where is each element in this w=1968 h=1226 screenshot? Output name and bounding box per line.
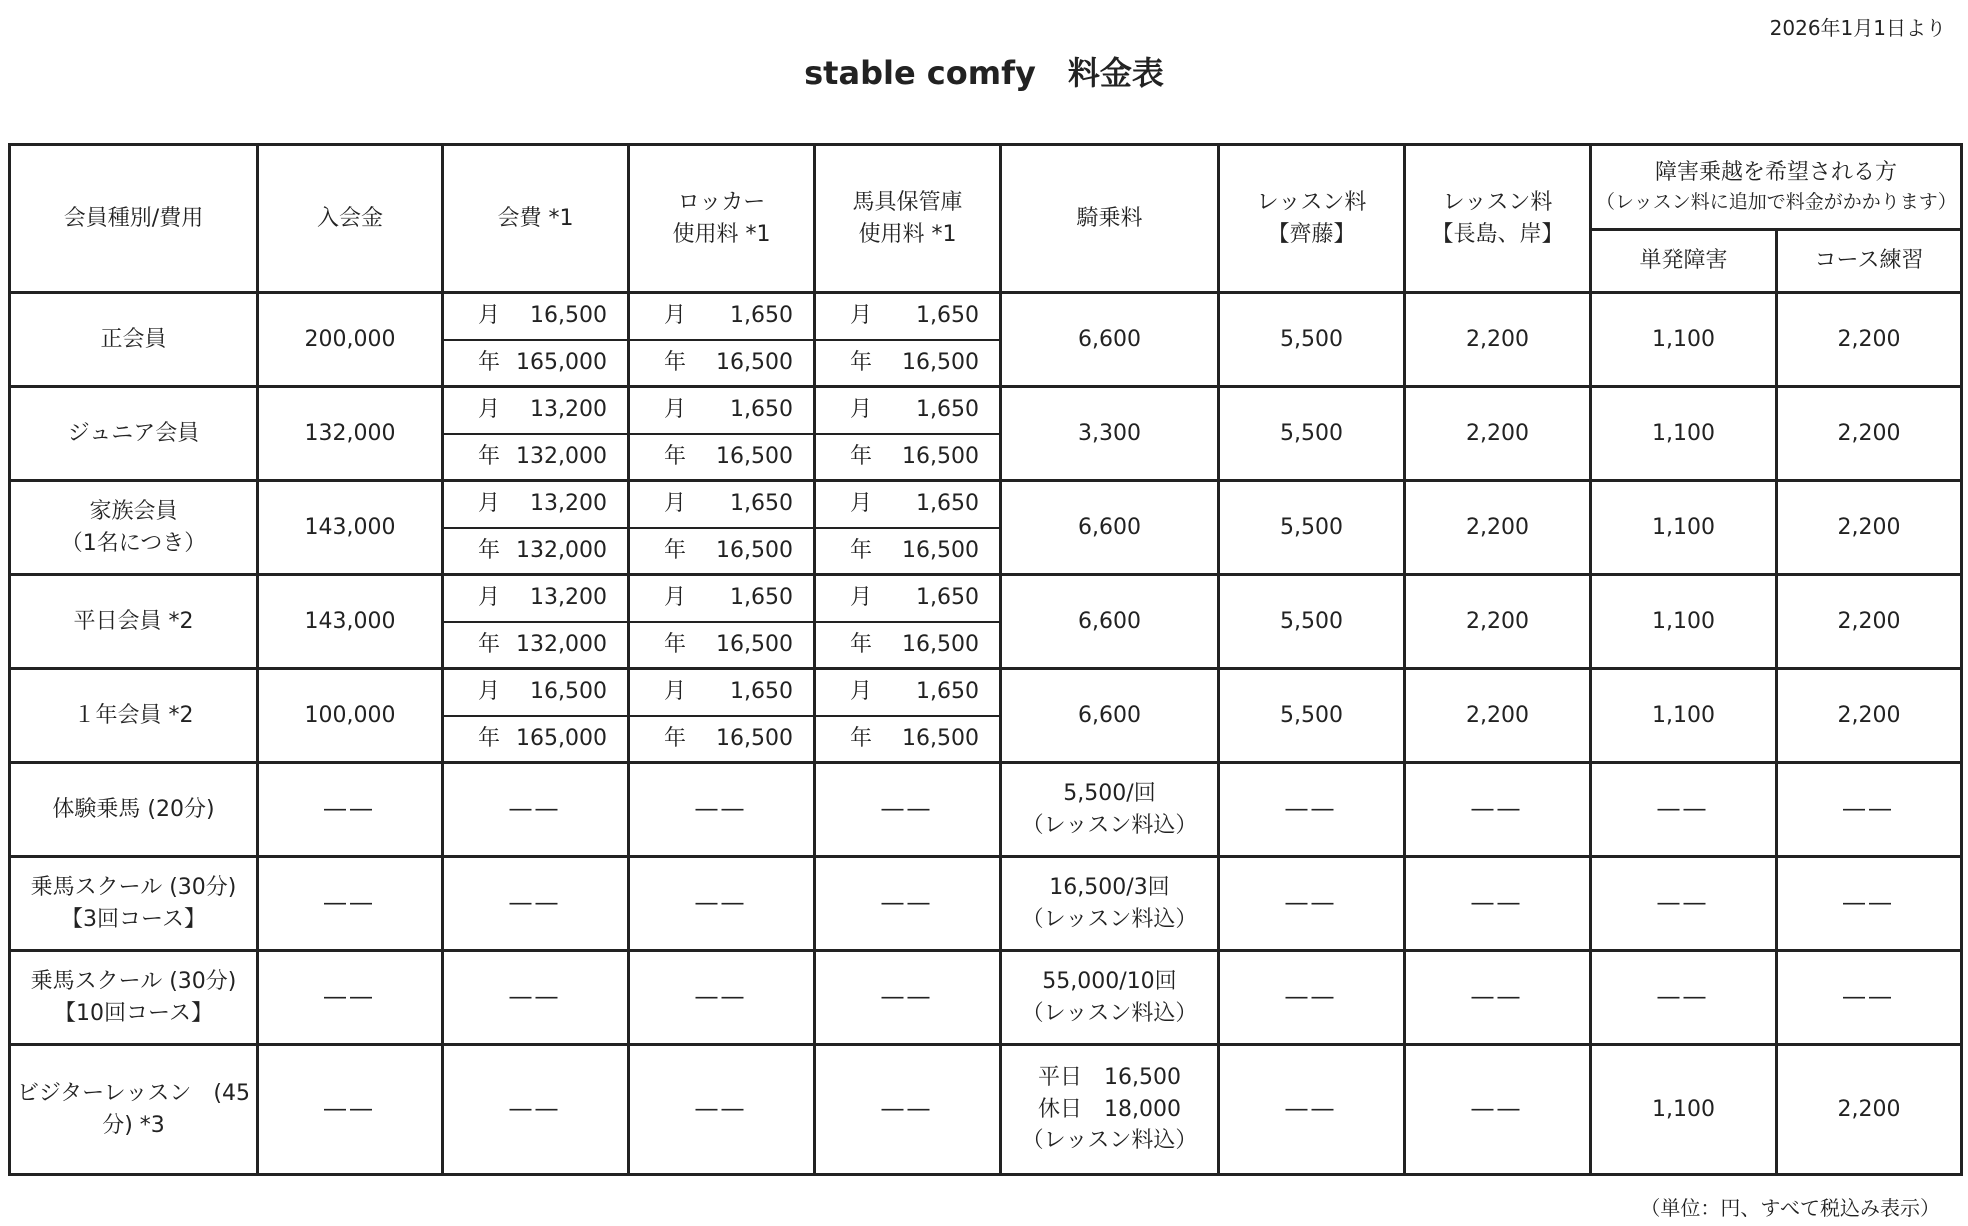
member-tack-month-period-label: 月 — [850, 585, 873, 611]
member-lesson-a: 5,500 — [1219, 387, 1405, 481]
program-tack: ―― — [815, 763, 1001, 857]
member-locker-month-pair — [634, 676, 809, 708]
header-lesson-a — [1219, 145, 1405, 293]
program-row — [10, 951, 1962, 1045]
program-jump-course: ―― — [1777, 951, 1962, 1045]
header-fee: 会費 *1 — [443, 145, 629, 293]
header-jump-group — [1591, 145, 1962, 230]
member-tack-month-period-label: 月 — [850, 491, 873, 517]
header-entrance: 入会金 — [258, 145, 443, 293]
member-tack-month-amount: 1,650 — [916, 585, 979, 611]
member-locker-year-pair — [634, 535, 809, 567]
member-locker-month-amount: 1,650 — [730, 303, 793, 329]
member-fee-month-period-label: 月 — [478, 679, 501, 705]
program-name-line1: 体験乗馬 (20分) — [52, 796, 215, 822]
member-locker-year-period-label: 年 — [664, 443, 687, 469]
program-lesson-b: ―― — [1405, 951, 1591, 1045]
header-tack — [815, 145, 1001, 293]
program-lesson-a: ―― — [1219, 763, 1405, 857]
member-jump-single: 1,100 — [1591, 387, 1777, 481]
member-tack-month-pair — [820, 676, 995, 708]
member-fee-year — [443, 716, 629, 763]
program-jump-single: ―― — [1591, 857, 1777, 951]
member-locker-month — [629, 293, 815, 340]
program-fee: ―― — [443, 1045, 629, 1175]
member-row — [10, 481, 1962, 528]
header-jump-single: 単発障害 — [1591, 230, 1777, 293]
member-fee-month-amount: 13,200 — [530, 397, 607, 423]
member-tack-year — [815, 528, 1001, 575]
program-riding-line2: （レッスン料込） — [1021, 1000, 1198, 1026]
member-locker-month-period-label: 月 — [664, 491, 687, 517]
program-riding — [1001, 763, 1219, 857]
member-name-line1: ジュニア会員 — [67, 420, 200, 446]
member-locker-month-amount: 1,650 — [730, 397, 793, 423]
member-jump-single: 1,100 — [1591, 575, 1777, 669]
program-riding-line2: 休日 18,000 — [1038, 1096, 1181, 1122]
member-fee-year-amount: 132,000 — [516, 537, 607, 563]
footnote: （単位：円、すべて税込み表示） — [1640, 1196, 1940, 1220]
member-tack-year — [815, 434, 1001, 481]
program-row — [10, 763, 1962, 857]
member-locker-year-pair — [634, 629, 809, 661]
member-riding: 6,600 — [1001, 575, 1219, 669]
member-locker-month-amount: 1,650 — [730, 585, 793, 611]
member-fee-year-amount: 165,000 — [516, 349, 607, 375]
member-entrance: 143,000 — [258, 481, 443, 575]
member-locker-year — [629, 340, 815, 387]
member-fee-year-pair — [448, 535, 623, 567]
member-tack-month-pair — [820, 488, 995, 520]
fee-table — [8, 143, 1963, 1176]
member-locker-year — [629, 716, 815, 763]
member-lesson-a: 5,500 — [1219, 575, 1405, 669]
member-tack-year-pair — [820, 441, 995, 473]
member-entrance: 200,000 — [258, 293, 443, 387]
program-entrance: ―― — [258, 857, 443, 951]
member-tack-month-period-label: 月 — [850, 679, 873, 705]
member-name — [10, 293, 258, 387]
program-riding-line3: （レッスン料込） — [1021, 1128, 1198, 1154]
member-name — [10, 481, 258, 575]
member-name — [10, 575, 258, 669]
member-tack-year-period-label: 年 — [850, 537, 873, 563]
member-tack-month-pair — [820, 394, 995, 426]
member-lesson-b: 2,200 — [1405, 669, 1591, 763]
member-locker-year-amount: 16,500 — [716, 349, 793, 375]
member-fee-year — [443, 340, 629, 387]
member-locker-month-period-label: 月 — [664, 585, 687, 611]
header-lesson-b-line2: 【長島、岸】 — [1431, 221, 1564, 247]
header-lesson-a-line1: レッスン料 — [1256, 189, 1367, 215]
header-riding: 騎乗料 — [1001, 145, 1219, 293]
member-locker-month-amount: 1,650 — [730, 491, 793, 517]
member-jump-course: 2,200 — [1777, 293, 1962, 387]
member-fee-month-period-label: 月 — [478, 585, 501, 611]
header-lesson-b — [1405, 145, 1591, 293]
member-locker-year-pair — [634, 347, 809, 379]
member-tack-year-amount: 16,500 — [902, 725, 979, 751]
member-jump-course: 2,200 — [1777, 669, 1962, 763]
member-jump-single: 1,100 — [1591, 669, 1777, 763]
member-locker-year-amount: 16,500 — [716, 443, 793, 469]
member-tack-month-pair — [820, 582, 995, 614]
member-tack-month-amount: 1,650 — [916, 679, 979, 705]
program-riding-line1: 55,000/10回 — [1042, 968, 1177, 994]
member-jump-single: 1,100 — [1591, 293, 1777, 387]
program-name — [10, 1045, 258, 1175]
program-jump-course: ―― — [1777, 857, 1962, 951]
member-lesson-b: 2,200 — [1405, 293, 1591, 387]
member-tack-month — [815, 669, 1001, 716]
member-lesson-a: 5,500 — [1219, 293, 1405, 387]
member-locker-year-pair — [634, 441, 809, 473]
member-tack-year-period-label: 年 — [850, 349, 873, 375]
header-tack-line1: 馬具保管庫 — [852, 189, 963, 215]
member-entrance: 143,000 — [258, 575, 443, 669]
member-fee-year — [443, 434, 629, 481]
member-name-line2: （1名につき） — [60, 530, 207, 556]
program-entrance: ―― — [258, 1045, 443, 1175]
program-tack: ―― — [815, 951, 1001, 1045]
member-fee-month-pair — [448, 394, 623, 426]
member-fee-year-period-label: 年 — [478, 443, 501, 469]
member-tack-year-pair — [820, 347, 995, 379]
member-entrance: 100,000 — [258, 669, 443, 763]
member-tack-month-amount: 1,650 — [916, 491, 979, 517]
program-lesson-a: ―― — [1219, 857, 1405, 951]
member-tack-month-amount: 1,650 — [916, 397, 979, 423]
program-fee: ―― — [443, 763, 629, 857]
member-fee-year-period-label: 年 — [478, 725, 501, 751]
member-tack-month-period-label: 月 — [850, 397, 873, 423]
member-tack-year-amount: 16,500 — [902, 349, 979, 375]
program-riding-line2: （レッスン料込） — [1021, 812, 1198, 838]
program-riding-line1: 平日 16,500 — [1038, 1064, 1181, 1090]
member-name-line1: 正会員 — [100, 326, 167, 352]
member-fee-year-pair — [448, 347, 623, 379]
member-locker-month-period-label: 月 — [664, 397, 687, 423]
header-jump-group-line2: （レッスン料に追加で料金がかかります） — [1596, 191, 1957, 214]
program-locker: ―― — [629, 1045, 815, 1175]
member-locker-year-amount: 16,500 — [716, 537, 793, 563]
member-fee-year-pair — [448, 441, 623, 473]
member-fee-month-pair — [448, 488, 623, 520]
member-fee-month-amount: 13,200 — [530, 491, 607, 517]
program-riding-line1: 5,500/回 — [1063, 780, 1156, 806]
member-fee-month — [443, 387, 629, 434]
header-jump-group-line1: 障害乗越を希望される方 — [1654, 160, 1897, 186]
member-name-line1: １年会員 *2 — [73, 702, 194, 728]
member-jump-course: 2,200 — [1777, 387, 1962, 481]
member-tack-month — [815, 575, 1001, 622]
program-name — [10, 857, 258, 951]
member-locker-year — [629, 622, 815, 669]
header-jump-course: コース練習 — [1777, 230, 1962, 293]
member-locker-month-pair — [634, 582, 809, 614]
member-tack-month — [815, 293, 1001, 340]
member-fee-month — [443, 669, 629, 716]
member-riding: 6,600 — [1001, 481, 1219, 575]
member-fee-year-amount: 132,000 — [516, 631, 607, 657]
member-locker-month-pair — [634, 394, 809, 426]
program-lesson-a: ―― — [1219, 951, 1405, 1045]
program-name-line1: 乗馬スクール (30分) — [30, 874, 237, 900]
program-locker: ―― — [629, 857, 815, 951]
member-fee-month-pair — [448, 676, 623, 708]
member-tack-year-amount: 16,500 — [902, 537, 979, 563]
member-tack-year-period-label: 年 — [850, 631, 873, 657]
member-lesson-b: 2,200 — [1405, 387, 1591, 481]
member-lesson-b: 2,200 — [1405, 575, 1591, 669]
member-tack-month — [815, 387, 1001, 434]
member-fee-month — [443, 293, 629, 340]
member-name-line1: 家族会員 — [89, 498, 178, 524]
program-name-line1: 乗馬スクール (30分) — [30, 968, 237, 994]
header-locker — [629, 145, 815, 293]
member-tack-month-period-label: 月 — [850, 303, 873, 329]
program-entrance: ―― — [258, 951, 443, 1045]
member-fee-year-amount: 165,000 — [516, 725, 607, 751]
member-row — [10, 669, 1962, 716]
program-locker: ―― — [629, 763, 815, 857]
header-locker-line2: 使用料 *1 — [672, 221, 771, 247]
member-locker-month-pair — [634, 300, 809, 332]
member-lesson-a: 5,500 — [1219, 481, 1405, 575]
member-fee-year-period-label: 年 — [478, 537, 501, 563]
program-riding-line1: 16,500/3回 — [1049, 874, 1170, 900]
member-locker-month — [629, 387, 815, 434]
member-lesson-b: 2,200 — [1405, 481, 1591, 575]
header-lesson-a-line2: 【齊藤】 — [1267, 221, 1356, 247]
member-fee-year — [443, 528, 629, 575]
program-name — [10, 763, 258, 857]
header-category: 会員種別/費用 — [10, 145, 258, 293]
program-lesson-a: ―― — [1219, 1045, 1405, 1175]
program-fee: ―― — [443, 857, 629, 951]
program-riding-line2: （レッスン料込） — [1021, 906, 1198, 932]
program-entrance: ―― — [258, 763, 443, 857]
member-fee-year-pair — [448, 723, 623, 755]
member-riding: 6,600 — [1001, 669, 1219, 763]
member-tack-year-pair — [820, 723, 995, 755]
program-row — [10, 857, 1962, 951]
program-riding — [1001, 1045, 1219, 1175]
member-jump-course: 2,200 — [1777, 575, 1962, 669]
member-tack-year — [815, 340, 1001, 387]
member-locker-month-period-label: 月 — [664, 303, 687, 329]
program-jump-single: ―― — [1591, 763, 1777, 857]
program-lesson-b: ―― — [1405, 1045, 1591, 1175]
program-jump-single: ―― — [1591, 951, 1777, 1045]
member-locker-month — [629, 575, 815, 622]
program-lesson-b: ―― — [1405, 763, 1591, 857]
program-tack: ―― — [815, 1045, 1001, 1175]
program-riding — [1001, 857, 1219, 951]
member-tack-year — [815, 716, 1001, 763]
member-jump-single: 1,100 — [1591, 481, 1777, 575]
header-tack-line2: 使用料 *1 — [858, 221, 957, 247]
member-fee-month-period-label: 月 — [478, 397, 501, 423]
program-name — [10, 951, 258, 1045]
program-lesson-b: ―― — [1405, 857, 1591, 951]
program-jump-course: ―― — [1777, 763, 1962, 857]
member-locker-month-pair — [634, 488, 809, 520]
member-name — [10, 669, 258, 763]
member-locker-year-amount: 16,500 — [716, 725, 793, 751]
member-tack-month-amount: 1,650 — [916, 303, 979, 329]
effective-date: 2026年1月1日より — [1769, 16, 1946, 40]
member-locker-month-period-label: 月 — [664, 679, 687, 705]
program-name-line1: ビジターレッスン (45 — [16, 1080, 251, 1106]
member-fee-year-period-label: 年 — [478, 349, 501, 375]
member-tack-year — [815, 622, 1001, 669]
member-fee-year-period-label: 年 — [478, 631, 501, 657]
member-tack-year-amount: 16,500 — [902, 631, 979, 657]
program-name-line2: 分) *3 — [102, 1112, 165, 1138]
member-riding: 6,600 — [1001, 293, 1219, 387]
member-lesson-a: 5,500 — [1219, 669, 1405, 763]
member-fee-year — [443, 622, 629, 669]
member-tack-month — [815, 481, 1001, 528]
program-locker: ―― — [629, 951, 815, 1045]
member-locker-year-period-label: 年 — [664, 631, 687, 657]
program-fee: ―― — [443, 951, 629, 1045]
member-entrance: 132,000 — [258, 387, 443, 481]
member-fee-year-pair — [448, 629, 623, 661]
program-jump-single: 1,100 — [1591, 1045, 1777, 1175]
member-locker-year-period-label: 年 — [664, 537, 687, 563]
member-locker-month — [629, 669, 815, 716]
program-jump-course: 2,200 — [1777, 1045, 1962, 1175]
member-locker-year-amount: 16,500 — [716, 631, 793, 657]
member-locker-month-amount: 1,650 — [730, 679, 793, 705]
member-fee-month-amount: 16,500 — [530, 303, 607, 329]
member-name — [10, 387, 258, 481]
member-row — [10, 575, 1962, 622]
program-name-line2: 【10回コース】 — [54, 1000, 213, 1026]
member-locker-month — [629, 481, 815, 528]
member-fee-month-amount: 13,200 — [530, 585, 607, 611]
member-locker-year-pair — [634, 723, 809, 755]
member-tack-year-amount: 16,500 — [902, 443, 979, 469]
program-name-line2: 【3回コース】 — [61, 906, 206, 932]
member-tack-year-pair — [820, 535, 995, 567]
header-row — [10, 145, 1962, 230]
member-tack-month-pair — [820, 300, 995, 332]
member-fee-month-pair — [448, 582, 623, 614]
program-riding — [1001, 951, 1219, 1045]
member-fee-month-amount: 16,500 — [530, 679, 607, 705]
member-name-line1: 平日会員 *2 — [73, 608, 194, 634]
member-fee-month-period-label: 月 — [478, 491, 501, 517]
program-row — [10, 1045, 1962, 1175]
member-fee-month-period-label: 月 — [478, 303, 501, 329]
member-locker-year — [629, 434, 815, 481]
member-tack-year-period-label: 年 — [850, 443, 873, 469]
member-locker-year — [629, 528, 815, 575]
page-title: stable comfy 料金表 — [804, 54, 1164, 92]
member-tack-year-pair — [820, 629, 995, 661]
member-jump-course: 2,200 — [1777, 481, 1962, 575]
member-fee-month — [443, 575, 629, 622]
member-row — [10, 293, 1962, 340]
member-fee-month-pair — [448, 300, 623, 332]
member-tack-year-period-label: 年 — [850, 725, 873, 751]
program-tack: ―― — [815, 857, 1001, 951]
member-fee-month — [443, 481, 629, 528]
header-locker-line1: ロッカー — [677, 189, 766, 215]
member-row — [10, 387, 1962, 434]
member-locker-year-period-label: 年 — [664, 725, 687, 751]
member-fee-year-amount: 132,000 — [516, 443, 607, 469]
header-lesson-b-line1: レッスン料 — [1442, 189, 1553, 215]
member-riding: 3,300 — [1001, 387, 1219, 481]
member-locker-year-period-label: 年 — [664, 349, 687, 375]
